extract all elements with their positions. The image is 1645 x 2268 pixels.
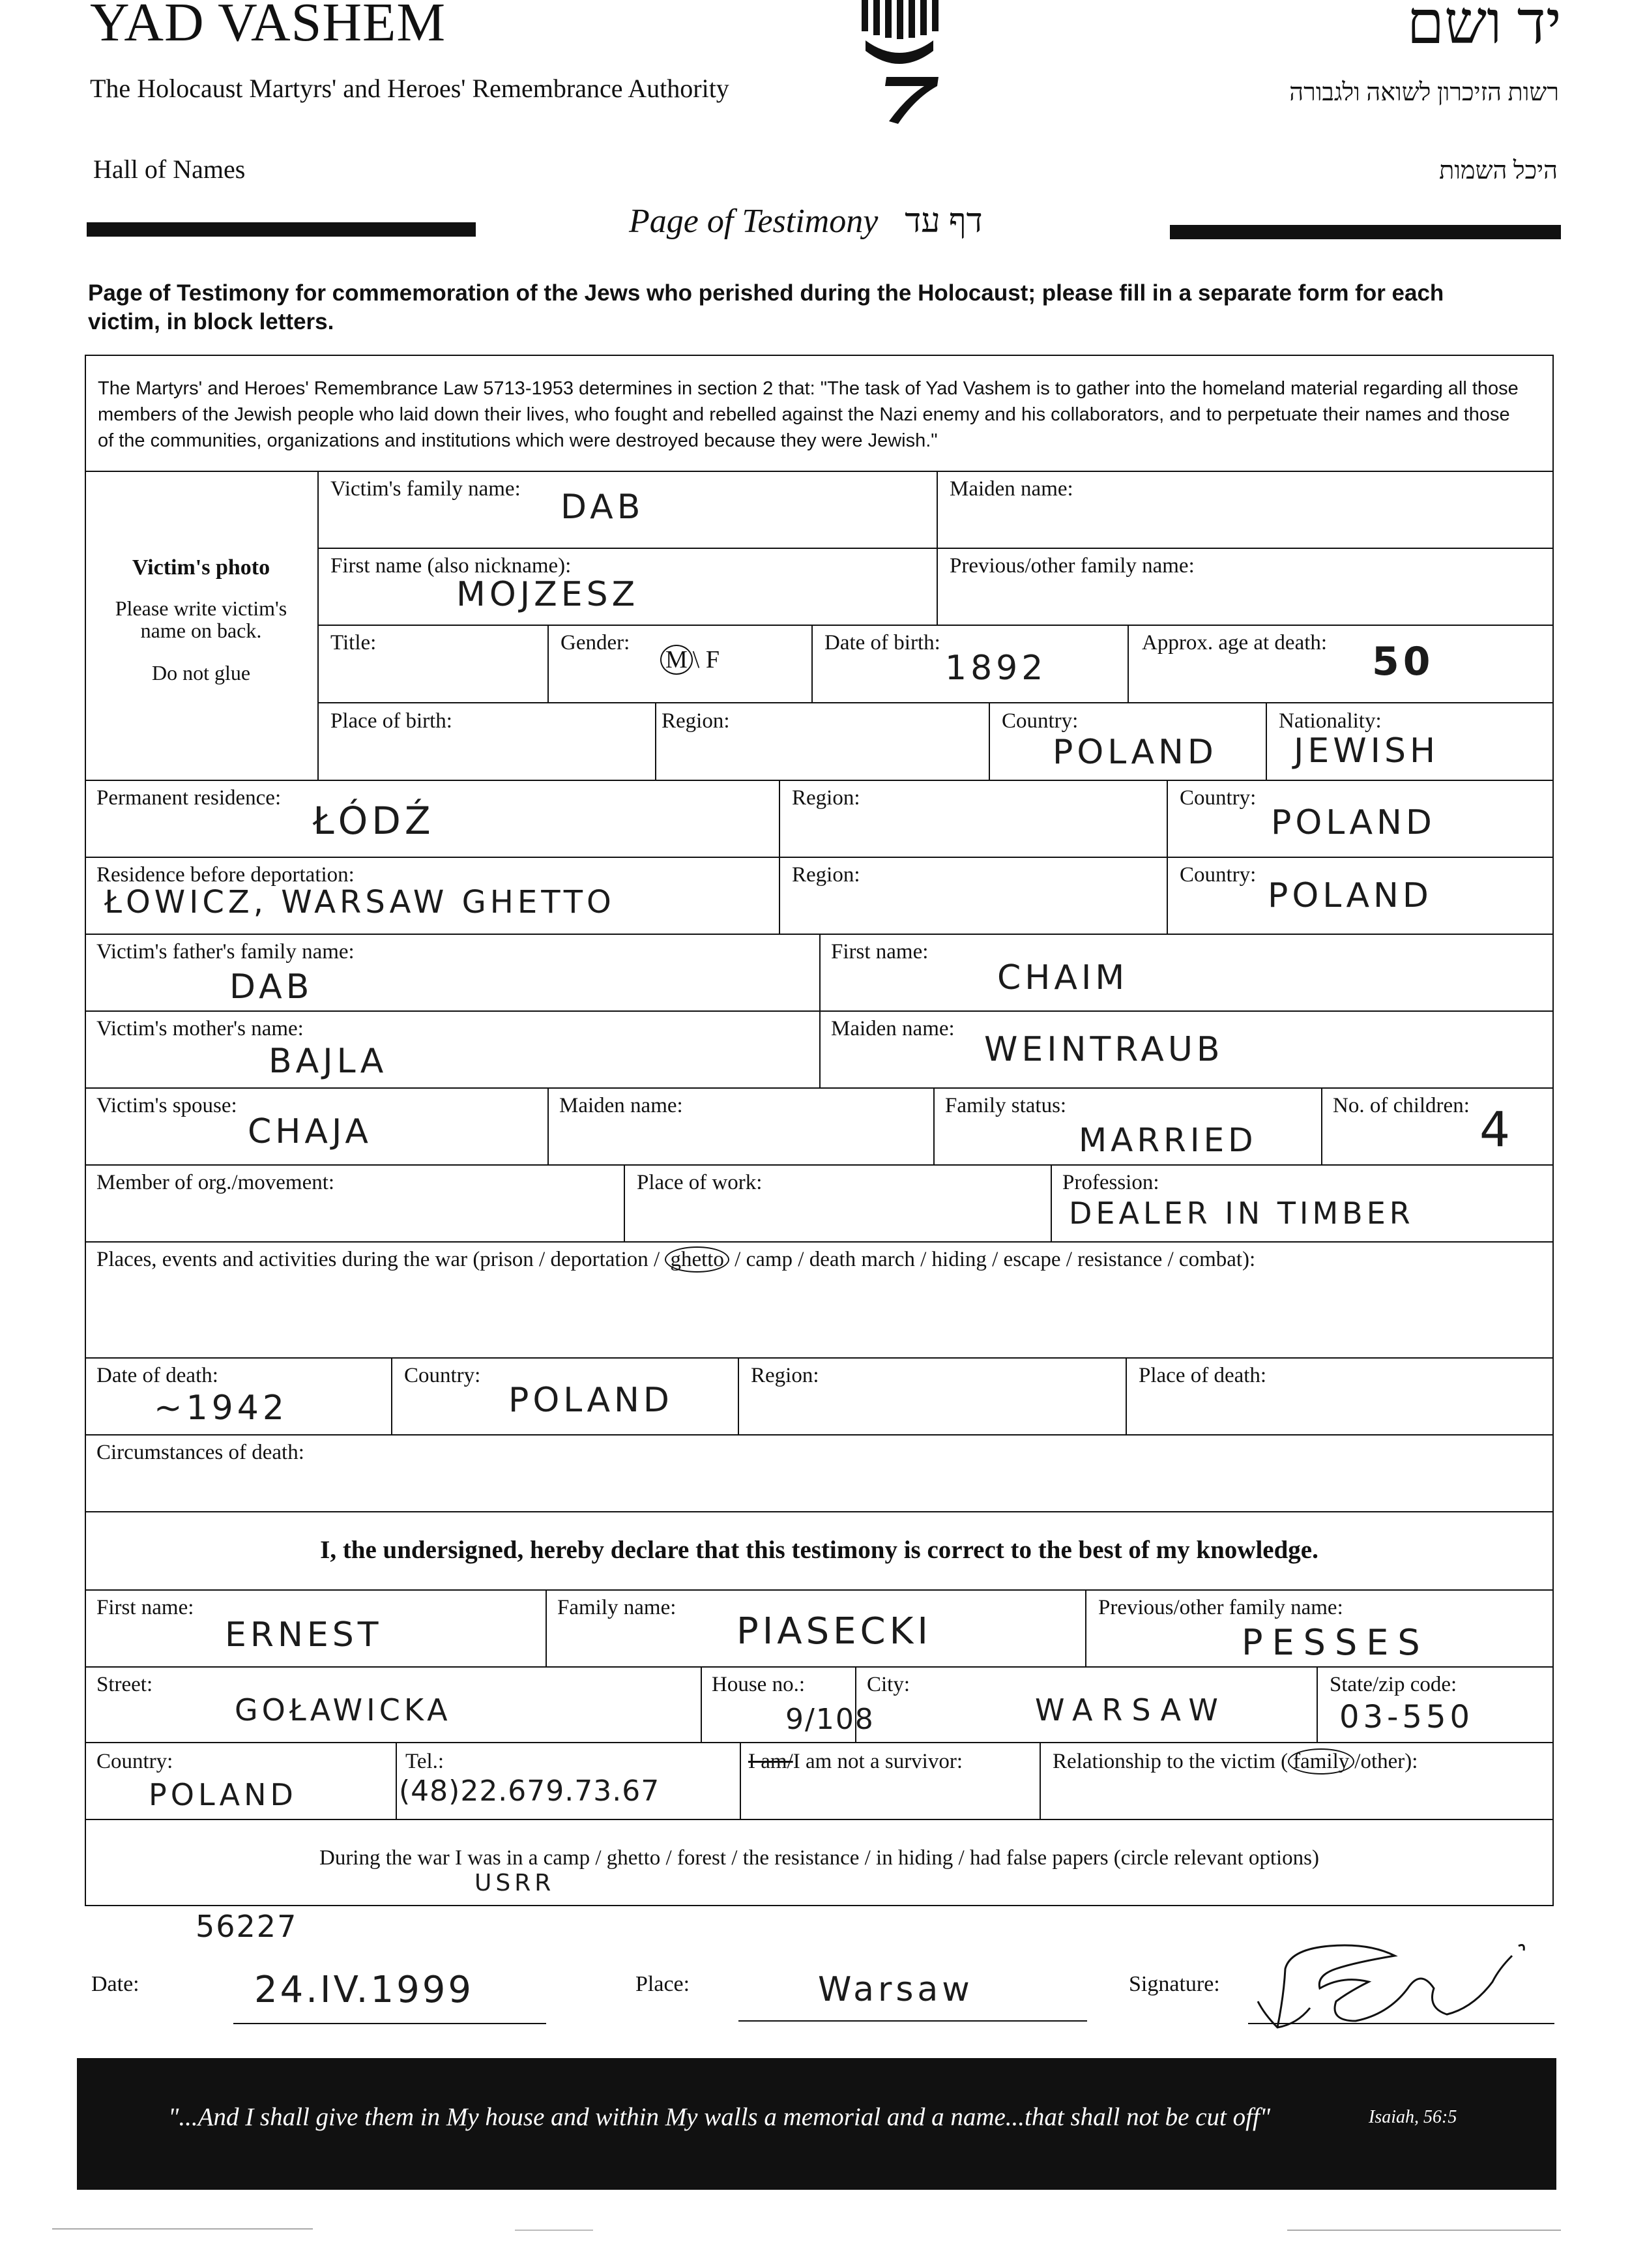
rule bbox=[391, 1357, 392, 1434]
rule bbox=[85, 1819, 1554, 1820]
hebrew-name: יד ושם bbox=[1406, 0, 1562, 56]
perm-res-region-label: Region: bbox=[792, 786, 860, 810]
father-first-label: First name: bbox=[831, 940, 929, 964]
children-label: No. of children: bbox=[1333, 1094, 1470, 1117]
date-value[interactable]: 24.IV.1999 bbox=[254, 1969, 474, 2011]
pob-label: Place of birth: bbox=[330, 709, 452, 733]
city-value[interactable]: WARSAW bbox=[1035, 1692, 1227, 1728]
circumstances-label: Circumstances of death: bbox=[96, 1441, 304, 1464]
rule bbox=[1126, 1357, 1127, 1434]
rule bbox=[1085, 1589, 1086, 1666]
rule bbox=[989, 702, 990, 780]
rule bbox=[1040, 1742, 1041, 1819]
relationship-circled-family: family bbox=[1288, 1748, 1354, 1775]
gender-female-option[interactable]: \ F bbox=[692, 646, 720, 673]
signature-scribble bbox=[1238, 1930, 1551, 2034]
rule bbox=[317, 702, 1554, 703]
family-status-value[interactable]: MARRIED bbox=[1079, 1121, 1257, 1159]
war-places-circled-ghetto: ghetto bbox=[665, 1246, 729, 1273]
rule bbox=[701, 1666, 702, 1742]
footer-quote: "...And I shall give them in My house and within My walls a memorial and a name...that shall not be cut off" bbox=[168, 2103, 1271, 2131]
tel-value[interactable]: (48)22.679.73.67 bbox=[399, 1775, 660, 1808]
rule bbox=[317, 625, 1554, 626]
gender-male-option[interactable]: M bbox=[660, 645, 693, 675]
declaration-text: I, the undersigned, hereby declare that this testimony is correct to the best of my knowledge. bbox=[320, 1536, 1318, 1564]
perm-res-country-value[interactable]: POLAND bbox=[1271, 803, 1436, 842]
street-label: Street: bbox=[96, 1673, 153, 1696]
war-places-text: Places, events and activities during the war (prison / deportation / bbox=[96, 1248, 660, 1271]
age-label: Approx. age at death: bbox=[1142, 631, 1328, 655]
family-name-value[interactable]: DAB bbox=[560, 488, 645, 527]
age-value[interactable]: 50 bbox=[1372, 639, 1434, 685]
submitter-prev-label: Previous/other family name: bbox=[1098, 1596, 1343, 1619]
menorah-logo-icon bbox=[847, 0, 958, 130]
city-label: City: bbox=[867, 1673, 910, 1696]
rule bbox=[547, 625, 549, 702]
submitter-family-label: Family name: bbox=[557, 1596, 677, 1619]
profession-value[interactable]: DEALER IN TIMBER bbox=[1069, 1196, 1414, 1231]
father-first-value[interactable]: CHAIM bbox=[997, 958, 1129, 997]
spouse-maiden-label: Maiden name: bbox=[559, 1094, 683, 1117]
mother-maiden-label: Maiden name: bbox=[831, 1017, 955, 1040]
org-name: YAD VASHEM bbox=[90, 0, 446, 53]
survivor-label bbox=[748, 1750, 963, 1774]
pob-country-label: Country: bbox=[1002, 709, 1079, 733]
signature-label: Signature: bbox=[1129, 1972, 1220, 1996]
date-death-label: Date of death: bbox=[96, 1364, 218, 1387]
signature-line bbox=[1248, 2023, 1554, 2024]
rule bbox=[655, 702, 656, 780]
dob-label: Date of birth: bbox=[824, 631, 940, 655]
title-label: Title: bbox=[330, 631, 377, 655]
rule bbox=[819, 934, 821, 1087]
pob-region-label: Region: bbox=[662, 709, 730, 733]
children-value[interactable]: 4 bbox=[1479, 1102, 1515, 1158]
family-name-label: Victim's family name: bbox=[330, 477, 521, 501]
rule bbox=[1266, 702, 1267, 780]
rule bbox=[85, 1087, 1554, 1089]
rule bbox=[396, 1742, 397, 1819]
mother-name-value[interactable]: BAJLA bbox=[269, 1042, 388, 1081]
rule bbox=[85, 1666, 1554, 1668]
title-rule-right bbox=[1170, 225, 1561, 239]
title-rule-left bbox=[87, 222, 476, 237]
relationship-text: Relationship to the victim ( bbox=[1053, 1750, 1288, 1773]
date-death-value[interactable]: ~1942 bbox=[154, 1389, 288, 1428]
gender-label: Gender: bbox=[560, 631, 630, 655]
maiden-name-label: Maiden name: bbox=[950, 477, 1073, 501]
war-places-label bbox=[96, 1248, 1255, 1272]
submitter-first-value[interactable]: ERNEST bbox=[225, 1615, 383, 1655]
scan-artifact-line bbox=[515, 2230, 593, 2231]
record-number: 56227 bbox=[196, 1909, 298, 1944]
spouse-label: Victim's spouse: bbox=[96, 1094, 237, 1117]
profession-label: Profession: bbox=[1062, 1171, 1159, 1194]
form-title-text: Page of Testimony bbox=[629, 203, 879, 240]
law-text: The Martyrs' and Heroes' Remembrance Law 5713-1953 determines in section 2 that: "The task of Yad Vashem is to gather into the homeland material regarding all those members of the Jewish people who laid down their lives, who fought and rebelled against the Nazi enemy and his collaborators, and to perpetuate their names and those of the communities, organizations and institutions which were destroyed because they were Jewish." bbox=[98, 378, 1519, 451]
rule bbox=[85, 1511, 1554, 1512]
date-line bbox=[233, 2023, 546, 2024]
date-label: Date: bbox=[91, 1972, 139, 1996]
rule bbox=[811, 625, 813, 702]
rule bbox=[1321, 1087, 1322, 1164]
rule bbox=[85, 1434, 1554, 1436]
rule bbox=[85, 780, 1554, 781]
submitter-first-label: First name: bbox=[96, 1596, 194, 1619]
death-region-label: Region: bbox=[751, 1364, 819, 1387]
rule bbox=[85, 1164, 1554, 1166]
rule bbox=[85, 857, 1554, 858]
rule bbox=[85, 471, 1554, 472]
hall-of-names-hebrew: היכל השמות bbox=[1439, 157, 1558, 184]
place-death-label: Place of death: bbox=[1139, 1364, 1267, 1387]
res-before-country-value[interactable]: POLAND bbox=[1268, 876, 1433, 915]
rule bbox=[547, 1087, 549, 1164]
place-label: Place: bbox=[635, 1972, 690, 1996]
rule bbox=[317, 471, 319, 780]
survivor-text: I am not a survivor: bbox=[793, 1750, 963, 1773]
submitter-country-value[interactable]: POLAND bbox=[149, 1777, 297, 1812]
dob-value[interactable]: 1892 bbox=[945, 649, 1047, 688]
birth-country-value[interactable]: POLAND bbox=[1053, 733, 1217, 772]
form-title bbox=[629, 202, 983, 241]
rule bbox=[85, 1357, 1554, 1359]
member-org-label: Member of org./movement: bbox=[96, 1171, 335, 1194]
photo-box-note: Do not glue bbox=[151, 661, 251, 685]
rule bbox=[740, 1742, 741, 1819]
scan-artifact-line bbox=[52, 2228, 313, 2230]
father-family-value[interactable]: DAB bbox=[229, 967, 313, 1007]
first-name-label: First name (also nickname): bbox=[330, 554, 572, 578]
father-family-label: Victim's father's family name: bbox=[96, 940, 355, 964]
rule bbox=[546, 1589, 547, 1666]
house-label: House no.: bbox=[712, 1673, 805, 1696]
place-line bbox=[738, 2020, 1087, 2022]
prev-family-label: Previous/other family name: bbox=[950, 554, 1195, 578]
rule bbox=[85, 1742, 1554, 1743]
rule bbox=[779, 780, 780, 934]
relationship-text-end: /other): bbox=[1354, 1750, 1418, 1773]
res-before-country-label: Country: bbox=[1180, 863, 1257, 887]
spouse-value[interactable]: CHAJA bbox=[248, 1112, 372, 1151]
zip-label: State/zip code: bbox=[1330, 1673, 1457, 1696]
perm-res-country-label: Country: bbox=[1180, 786, 1257, 810]
rule bbox=[85, 1589, 1554, 1591]
street-value[interactable]: GOŁAWICKA bbox=[235, 1692, 452, 1728]
photo-box-instructions: Please write victim's name on back. bbox=[115, 596, 287, 642]
tel-label: Tel.: bbox=[405, 1750, 444, 1773]
nationality-label: Nationality: bbox=[1279, 709, 1382, 733]
res-before-label: Residence before deportation: bbox=[96, 863, 355, 887]
rule bbox=[1167, 780, 1168, 934]
res-before-region-label: Region: bbox=[792, 863, 860, 887]
nationality-value[interactable]: JEWISH bbox=[1294, 731, 1440, 771]
footer-source: Isaiah, 56:5 bbox=[1369, 2107, 1457, 2127]
scan-artifact-line bbox=[1287, 2230, 1561, 2231]
rule bbox=[1128, 625, 1129, 702]
death-country-value[interactable]: POLAND bbox=[508, 1381, 673, 1420]
during-war-note[interactable]: USRR bbox=[474, 1870, 555, 1896]
submitter-family-value[interactable]: PIASECKI bbox=[736, 1610, 932, 1653]
rule bbox=[1317, 1666, 1318, 1742]
rule bbox=[317, 548, 1554, 549]
survivor-struck-text: I am/ bbox=[748, 1750, 793, 1773]
form-title-hebrew: דף עד bbox=[905, 203, 983, 240]
rule bbox=[933, 1087, 935, 1164]
submitter-country-label: Country: bbox=[96, 1750, 173, 1773]
rule bbox=[624, 1164, 625, 1241]
place-work-label: Place of work: bbox=[637, 1171, 763, 1194]
zip-value[interactable]: 03-550 bbox=[1339, 1699, 1474, 1735]
rule bbox=[85, 1241, 1554, 1243]
perm-res-value[interactable]: ŁÓDŹ bbox=[313, 799, 435, 843]
relationship-label bbox=[1053, 1750, 1418, 1774]
gender-options[interactable] bbox=[660, 645, 720, 674]
family-status-label: Family status: bbox=[945, 1094, 1067, 1117]
rule bbox=[738, 1357, 739, 1434]
mother-maiden-value[interactable]: WEINTRAUB bbox=[984, 1030, 1224, 1069]
during-war-text: During the war I was in a camp / ghetto / forest / the resistance / in hiding / had false papers (circle relevant options) bbox=[319, 1846, 1319, 1870]
rule bbox=[1051, 1164, 1052, 1241]
hebrew-subtitle: רשות הזיכרון לשואה ולגבורה bbox=[1289, 79, 1559, 106]
res-before-value[interactable]: ŁOWICZ, WARSAW GHETTO bbox=[104, 884, 615, 920]
place-value[interactable]: Warsaw bbox=[818, 1970, 974, 2009]
photo-box-title: Victim's photo bbox=[132, 555, 270, 580]
house-value[interactable]: 9/108 bbox=[785, 1703, 875, 1736]
mother-name-label: Victim's mother's name: bbox=[96, 1017, 304, 1040]
rule bbox=[937, 471, 938, 625]
death-country-label: Country: bbox=[404, 1364, 481, 1387]
hall-of-names: Hall of Names bbox=[93, 155, 246, 184]
perm-res-label: Permanent residence: bbox=[96, 786, 282, 810]
org-subtitle: The Holocaust Martyrs' and Heroes' Remembrance Authority bbox=[90, 74, 729, 103]
submitter-prev-value[interactable]: PESSES bbox=[1242, 1622, 1429, 1663]
first-name-value[interactable]: MOJZESZ bbox=[456, 575, 639, 614]
intro-text: Page of Testimony for commemoration of the Jews who perished during the Holocaust; please fill in a separate form for each victim, in block letters. bbox=[88, 280, 1444, 334]
war-places-text-end: / camp / death march / hiding / escape / resistance / combat): bbox=[735, 1248, 1256, 1271]
